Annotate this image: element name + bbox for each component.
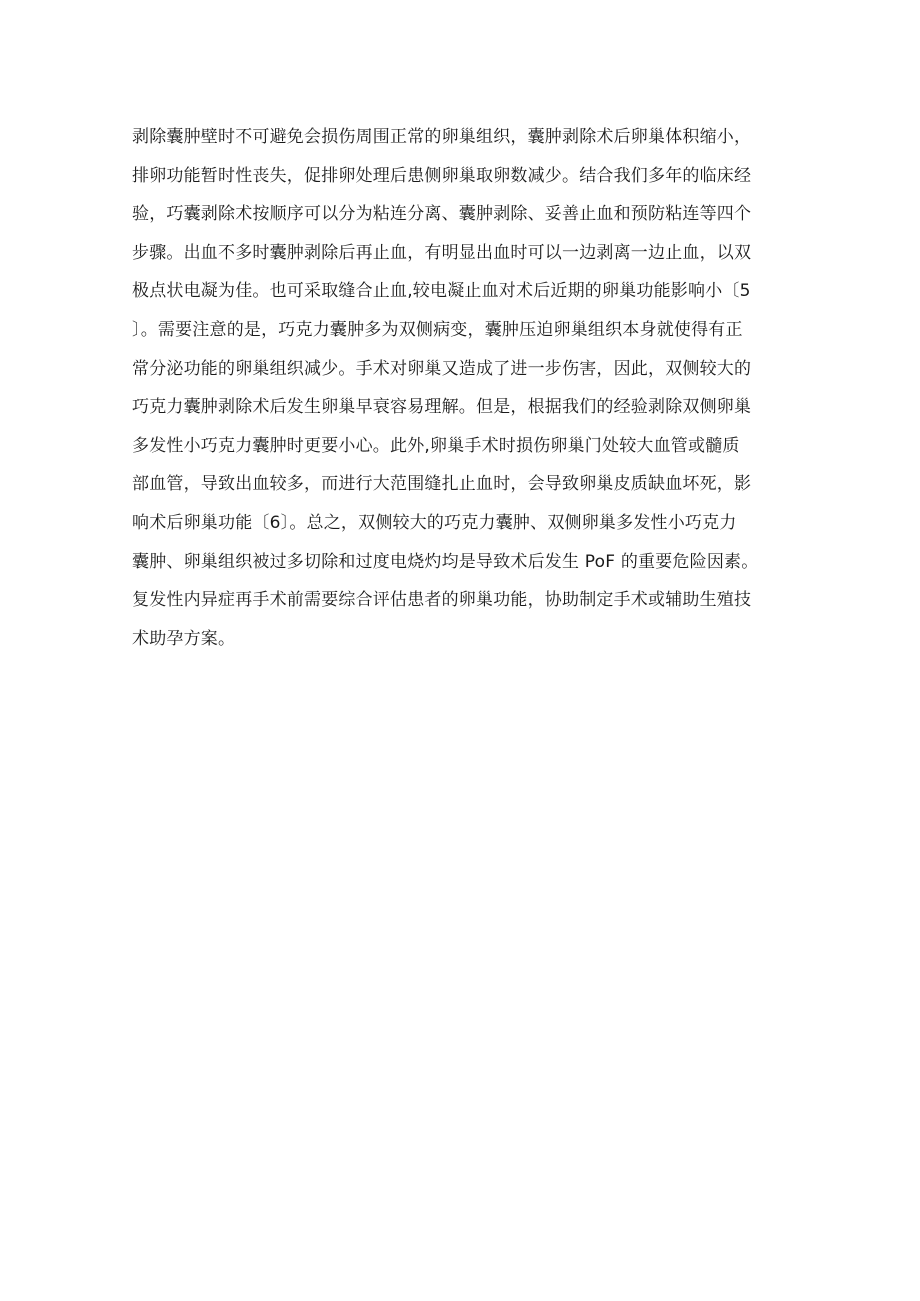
paragraph-line-9: 多发性小巧克力囊肿时更要小心。此外,卵巢手术时损伤卵巢门处较大血管或髓质 [132,435,740,456]
body-paragraph [132,118,832,658]
paragraph-line-6: 〕。需要注意的是，巧克力囊肿多为双侧病变，囊肿压迫卵巢组织本身就使得有正 [132,319,743,340]
paragraph-line-5: 极点状电凝为佳。也可采取缝合止血,较电凝止血对术后近期的卵巢功能影响小〔5 [132,281,751,302]
paragraph-line-8: 巧克力囊肿剥除术后发生卵巢早衰容易理解。但是，根据我们的经验剥除双侧卵巢 [132,397,752,418]
paragraph-line-3: 验，巧囊剥除术按顺序可以分为粘连分离、囊肿剥除、妥善止血和预防粘连等四个 [132,204,752,225]
paragraph-line-10: 部血管，导致出血较多，而进行大范围缝扎止血时，会导致卵巢皮质缺血坏死，影 [132,474,752,495]
paragraph-line-11: 响术后卵巢功能〔6〕。总之，双侧较大的巧克力囊肿、双侧卵巢多发性小巧克力 [132,512,737,533]
paragraph-line-4: 步骤。出血不多时囊肿剥除后再止血，有明显出血时可以一边剥离一边止血，以双 [132,242,752,263]
paragraph-line-7: 常分泌功能的卵巢组织减少。手术对卵巢又造成了进一步伤害，因此，双侧较大的 [132,358,752,379]
paragraph-line-14: 术助孕方案。 [132,628,236,649]
paragraph-line-2: 排卵功能暂时性丧失，促排卵处理后患侧卵巢取卵数减少。结合我们多年的临床经 [132,165,752,186]
paragraph-line-1: 剥除囊肿壁时不可避免会损伤周围正常的卵巢组织，囊肿剥除术后卵巢体积缩小， [132,127,752,147]
paragraph-line-12: 囊肿、卵巢组织被过多切除和过度电烧灼均是导致术后发生 PoF 的重要危险因素。 [132,551,759,572]
paragraph-line-13: 复发性内异症再手术前需要综合评估患者的卵巢功能，协助制定手术或辅助生殖技 [132,590,752,611]
